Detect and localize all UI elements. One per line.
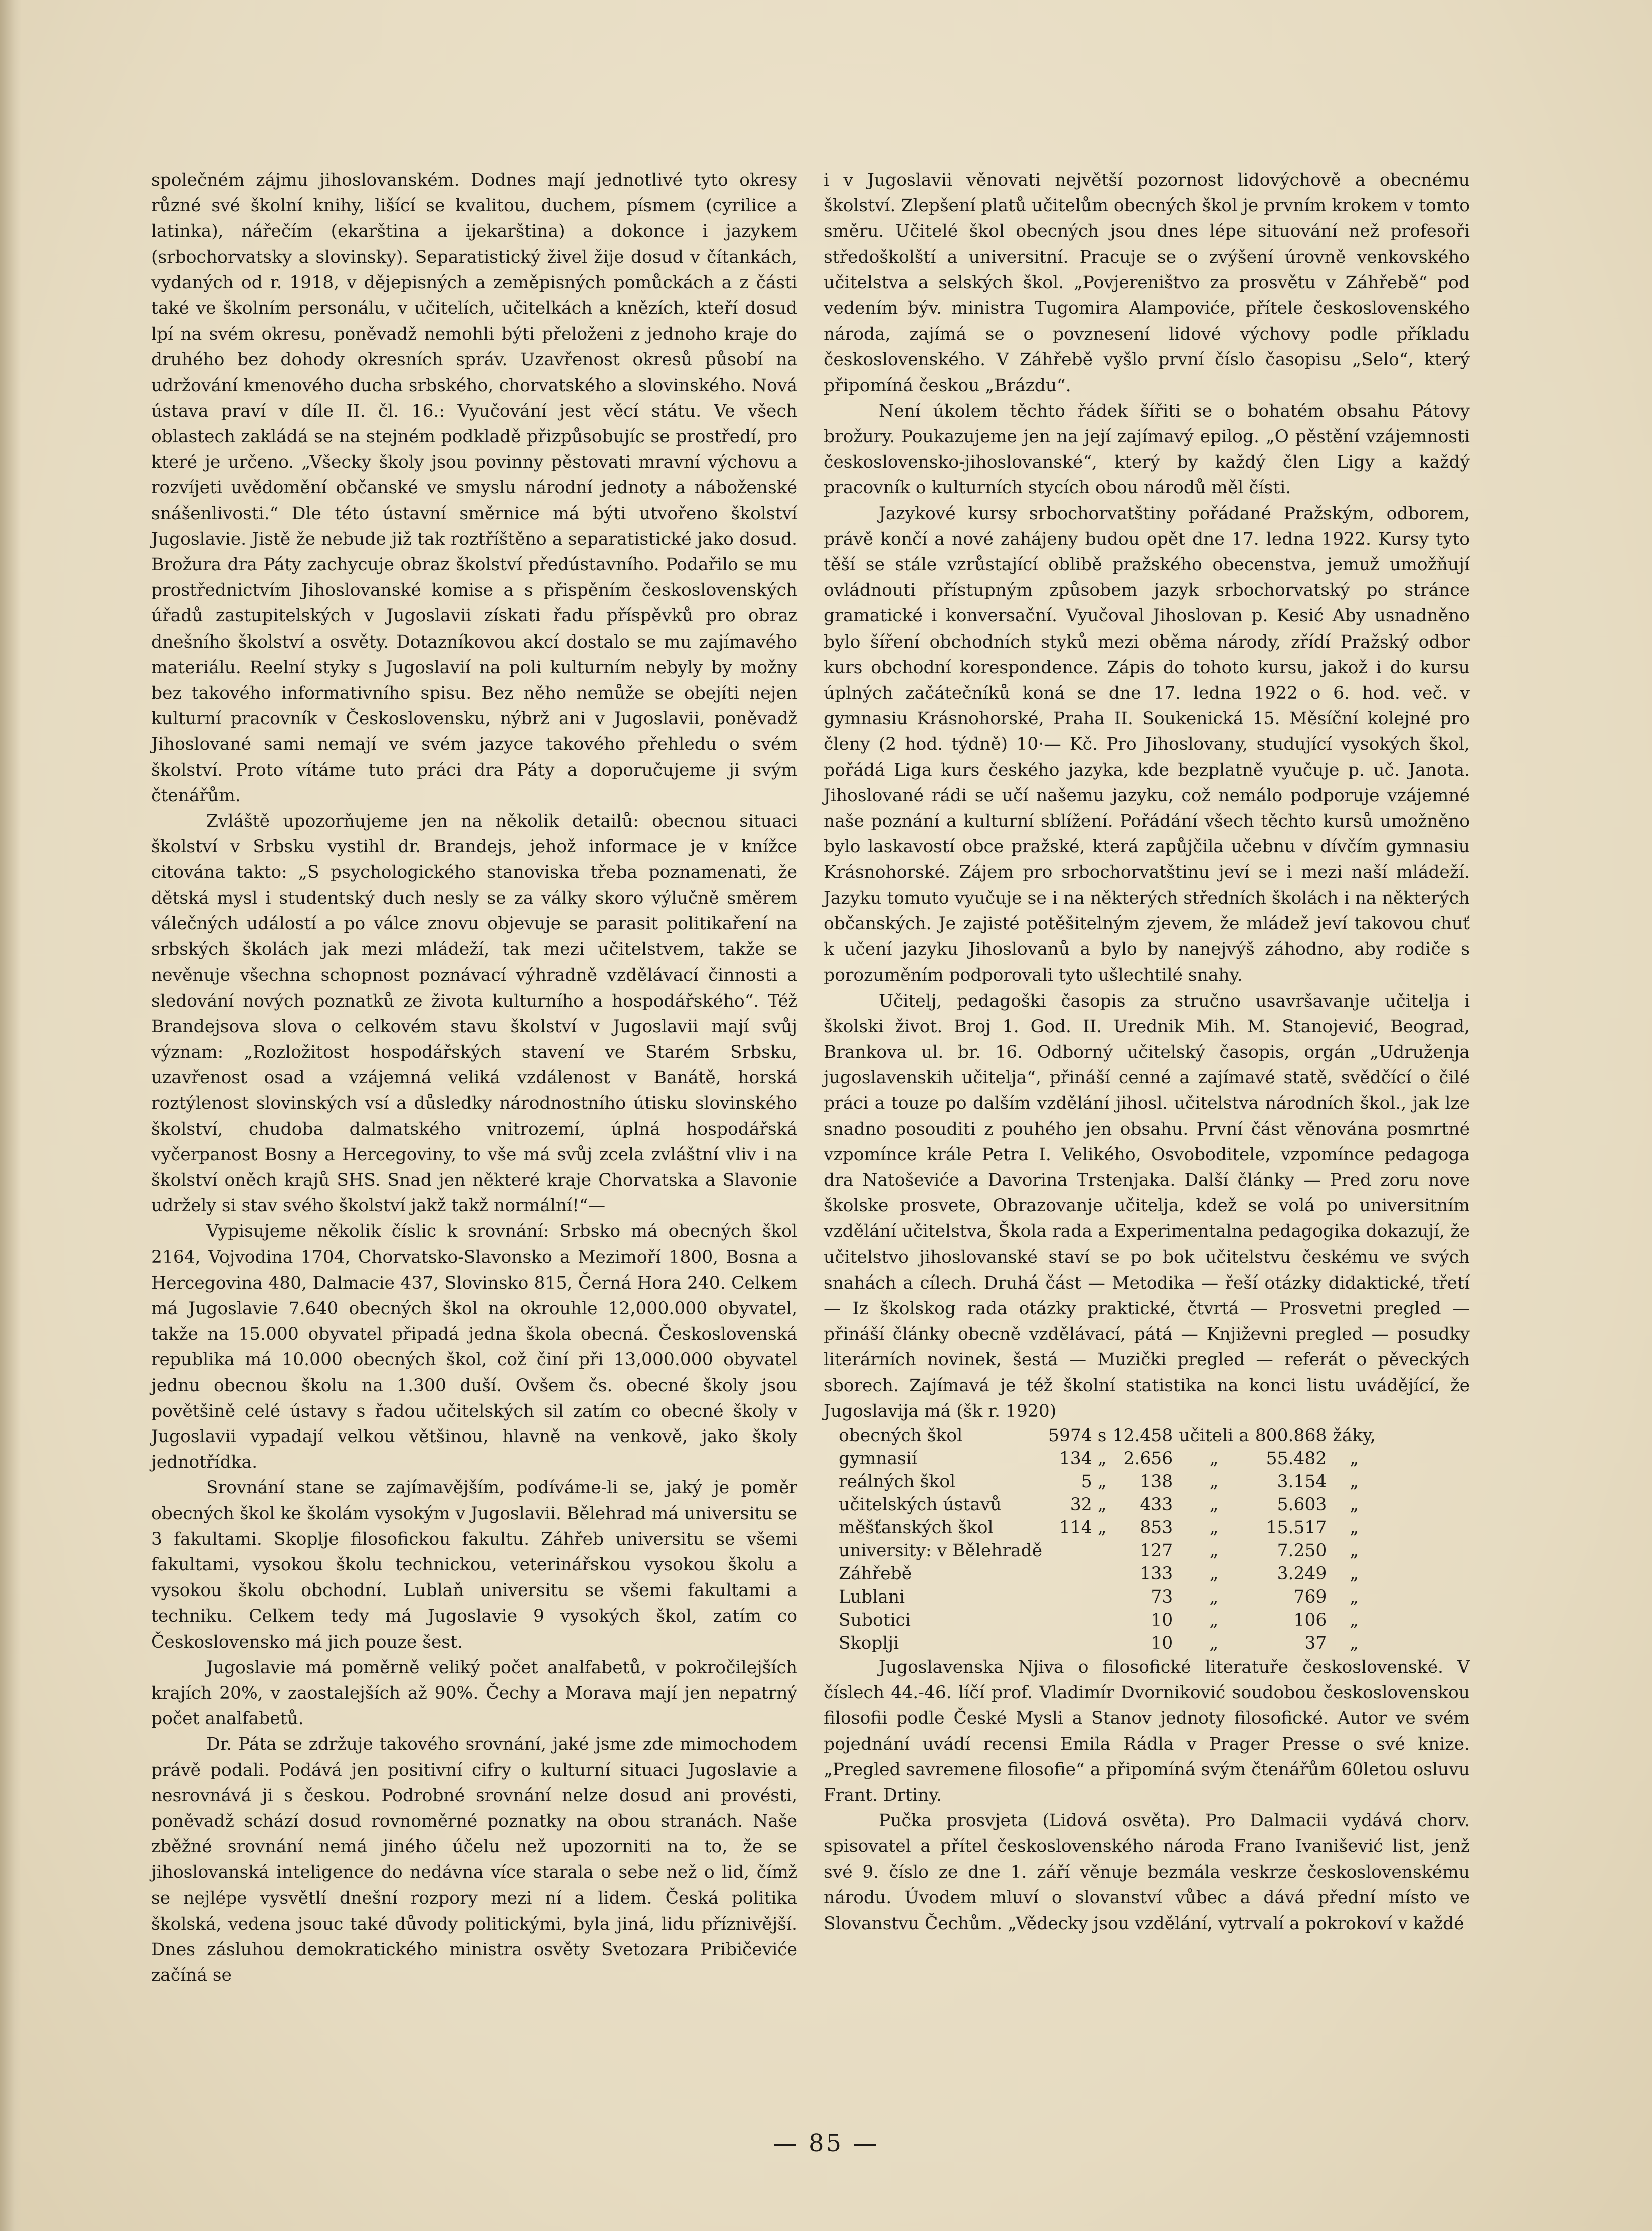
statistics-pupils: 5.603 bbox=[1277, 1494, 1327, 1515]
paragraph-brochure-epilog: Není úkolem těchto řádek šířiti se o bohatém obsahu Pátovy brožury. Poukazujeme jen na její zajímavý epilog. „O pěstění vzájemnosti československo-jihoslovanské“, který by každý člen Ligy a každý pracovník o kulturních stycích obou národů měl čísti. bbox=[824, 401, 1470, 498]
paragraph-dr-pata: Dr. Páta se zdržuje takového srovnání, jaké jsme zde mimochodem právě podali. Podává jen positivní cifry o kulturní situaci Jugoslavie a nesrovnává ji s českou. Podrobné srovnání nelze dosud ani provésti, poněvadž schází dosud rovnoměrné poznatky na obou stranách. Naše zběžné srovnání nemá jiného účelu než upozorniti na to, že se jihoslovanská inteligence do nedávna více starala o sebe než o lid, čímž se nejlépe vysvětlí dnešní rozpory mezi ní a lidem. Česká politika školská, vedena jsouc také důvody politickými, byla jiná, lidu příznivější. Dnes zásluhou demokratického ministra osvěty Svetozara Pribičeviće začíná se bbox=[151, 1734, 797, 1986]
paragraph-school-districts: společném zájmu jihoslovanském. Dodnes mají jednotlivé tyto okresy různé své školní knihy, lišící se kvalitou, duchem, písmem (cyrilice a latinka), nářečím (ekarština a ijekarština) a dokonce i jazykem (srbochorvatsky a slovinsky). Separatistický živel žije dosud v čítankách, vydaných od r. 1918, v dějepisných a zeměpisných pomůckách a z části také ve školním personálu, v učitelích, učitelkách a knězích, kteří dosud lpí na svém okresu, poněvadž nemohli býti přeloženi z jednoho kraje do druhého bez dohody okresních správ. Uzavřenost okresů působí na udržování kmenového ducha srbského, chorvatského a slovinského. Nová ústava praví v díle II. čl. 16.: Vyučování jest věcí státu. Ve všech oblastech zakládá se na stejném podkladě přizpůsobujíc se prostředí, pro které je určeno. „Všecky školy jsou povinny pěstovati mravní výchovu a rozvíjeti uvědomění občanské ve smyslu národní jednoty a náboženské snášenlivosti.“ Dle této ústavní směrnice má býti utvořeno školství Jugoslavie. Jistě že nebude již tak roztříštěno a separatistické jako dosud. Brožura dra Páty zachycuje obraz školství předústavního. Podařilo se mu prostřednictvím Jihoslovanské komise a s přispěním československých úřadů zastupitelských v Jugoslavii získati řadu příspěvků pro obraz dnešního školství a osvěty. Dotazníkovou akcí dostalo se mu zajímavého materiálu. Reelní styky s Jugoslavií na poli kulturním nebyly by možny bez takového informativního spisu. Bez něho nemůže se obejíti nejen kulturní pracovník v Československu, nýbrž ani v Jugoslavii, poněvadž Jihoslované sami nemají ve svém jazyce takového přehledu o svém školství. Proto vítáme tuto práci dra Páty a doporučujeme ji svým čtenářům. bbox=[151, 170, 797, 806]
statistics-teachers: 12.458 bbox=[1112, 1425, 1173, 1446]
statistics-unit: učiteli a bbox=[1179, 1425, 1249, 1446]
statistics-pupils: 55.482 bbox=[1266, 1448, 1327, 1469]
statistics-unit: „ bbox=[1209, 1448, 1219, 1469]
paragraph-philosophy-literature: Jugoslavenska Njiva o filosofické literatuře československé. V číslech 44.-46. líčí prof. Vladimír Dvorniković soudobou československou filosofii podle České Mysli a Stanov jednoty filosofické. Autor ve svém pojednání uvádí recensi Emila Rádla v Prager Presse o své knize. „Pregled savremene filosofie“ a připomíná svým čtenářům 60letou osluvu Frant. Drtiny. bbox=[824, 1657, 1470, 1805]
statistics-teachers: 73 bbox=[1151, 1586, 1173, 1607]
statistics-row bbox=[839, 1609, 1382, 1632]
statistics-pupils: 15.517 bbox=[1266, 1517, 1327, 1538]
statistics-pupils: 800.868 bbox=[1255, 1425, 1327, 1446]
statistics-row bbox=[839, 1493, 1382, 1516]
statistics-unit: „ bbox=[1350, 1540, 1359, 1561]
statistics-row bbox=[839, 1585, 1382, 1609]
statistics-pupils: 769 bbox=[1293, 1586, 1327, 1607]
statistics-label: gymnasií bbox=[839, 1448, 917, 1469]
statistics-label: university: v Bělehradě bbox=[839, 1540, 1043, 1561]
statistics-schools: 5974 s bbox=[1048, 1425, 1107, 1446]
statistics-label: měšťanských škol bbox=[839, 1517, 994, 1538]
statistics-teachers: 138 bbox=[1140, 1471, 1173, 1492]
statistics-schools bbox=[1048, 1609, 1112, 1632]
statistics-schools: 114 „ bbox=[1059, 1517, 1107, 1538]
statistics-pupils: 106 bbox=[1293, 1610, 1327, 1630]
statistics-label: Záhřebě bbox=[839, 1563, 912, 1584]
statistics-pupils: 3.154 bbox=[1277, 1471, 1327, 1492]
statistics-unit: „ bbox=[1209, 1586, 1219, 1607]
paragraph-pucka-prosvjeta: Pučka prosvjeta (Lidová osvěta). Pro Dalmacii vydává chorv. spisovatel a přítel československého národa Frano Ivanišević list, jenž své 9. číslo ze dne 1. září věnuje bezmála veskrze československému národu. Úvodem mluví o slovanství vůbec a dává přední místo ve Slovanstvu Čechům. „Vědecky jsou vzdělání, vytrvalí a pokrokoví v každé bbox=[824, 1811, 1470, 1934]
statistics-label: reálných škol bbox=[839, 1471, 956, 1492]
statistics-unit: „ bbox=[1209, 1563, 1219, 1584]
page-binding-edge bbox=[0, 0, 21, 2231]
right-column bbox=[824, 168, 1470, 1937]
statistics-schools: 134 „ bbox=[1059, 1448, 1107, 1469]
statistics-teachers: 133 bbox=[1140, 1563, 1173, 1584]
statistics-teachers: 433 bbox=[1140, 1494, 1173, 1515]
statistics-unit: „ bbox=[1350, 1563, 1359, 1584]
left-column bbox=[151, 168, 797, 1988]
statistics-label: obecných škol bbox=[839, 1425, 963, 1446]
statistics-row bbox=[839, 1447, 1382, 1470]
statistics-schools: 32 „ bbox=[1070, 1494, 1107, 1515]
statistics-teachers: 10 bbox=[1151, 1633, 1173, 1653]
statistics-unit: „ bbox=[1209, 1471, 1219, 1492]
statistics-pupils: 37 bbox=[1304, 1633, 1327, 1653]
statistics-schools bbox=[1048, 1585, 1112, 1609]
statistics-unit: „ bbox=[1350, 1494, 1359, 1515]
paragraph-illiteracy: Jugoslavie má poměrně veliký počet analfabetů, v pokročilejších krajích 20%, v zaostalejších až 90%. Čechy a Morava mají jen nepatrný počet analfabetů. bbox=[151, 1657, 797, 1729]
statistics-teachers: 10 bbox=[1151, 1610, 1173, 1630]
statistics-pupils: 7.250 bbox=[1277, 1540, 1327, 1561]
statistics-teachers: 127 bbox=[1140, 1540, 1173, 1561]
statistics-unit: „ bbox=[1209, 1610, 1219, 1630]
statistics-label: učitelských ústavů bbox=[839, 1494, 1002, 1515]
paragraph-folk-education: i v Jugoslavii věnovati největší pozornost lidovýchově a obecnému školství. Zlepšení platů učitelům obecných škol je prvním krokem v tomto směru. Učitelé škol obecných jsou dnes lépe situování než profesoři středoškolští a universitní. Pracuje se o zvýšení úrovně venkovského učitelstva a selských škol. „Povjereništvo za prosvětu v Záhřebě“ pod vedením býv. ministra Tugomira Alampoviće, přítele československého národa, zajímá se o povznesení lidové výchovy podle příkladu československého. V Záhřebě vyšlo první číslo časopisu „Selo“, který připomíná českou „Brázdu“. bbox=[824, 170, 1470, 396]
statistics-label: Subotici bbox=[839, 1610, 911, 1630]
statistics-schools bbox=[1048, 1632, 1112, 1655]
statistics-label: Skoplji bbox=[839, 1633, 899, 1653]
paragraph-serbia-details: Zvláště upozorňujeme jen na několik detailů: obecnou situaci školství v Srbsku vystihl dr. Brandejs, jehož informace je v knížce citována takto: „S psychologického stanoviska třeba poznamenati, že dětská mysl i studentský duch nesly se za války skoro výlučně směrem válečných událostí a po válce znovu objevuje se parasit politikaření na srbských školách jak mezi mládeží, tak mezi učitelstvem, takže se nevěnuje všechna schopnost poznávací výhradně vzdělávací činnosti a sledování nových poznatků ze života kulturního a hospodářského“. Též Brandejsova slova o celkovém stavu školství v Jugoslavii mají svůj význam: „Rozložitost hospodářských stavení ve Starém Srbsku, uzavřenost osad a vzájemná veliká vzdálenost v Banátě, horská roztýlenost slovinských vsí a důsledky národnostního útisku slovinského školství, chudoba dalmatského vnitrozemí, úplná hospodářská vyčerpanost Bosny a Hercegoviny, to vše má svůj zcela zvláštní vliv i na školství oněch krajů SHS. Snad jen některé kraje Chorvatska a Slavonie udržely si stav svého školství jakž takž normální!“— bbox=[151, 811, 797, 1216]
statistics-row bbox=[839, 1470, 1382, 1493]
statistics-unit: „ bbox=[1350, 1517, 1359, 1538]
statistics-unit: „ bbox=[1350, 1586, 1359, 1607]
statistics-pupils: 3.249 bbox=[1277, 1563, 1327, 1584]
statistics-unit: „ bbox=[1350, 1610, 1359, 1630]
statistics-unit: „ bbox=[1350, 1471, 1359, 1492]
statistics-schools: 5 „ bbox=[1081, 1471, 1107, 1492]
statistics-row bbox=[839, 1424, 1382, 1447]
statistics-label: Lublani bbox=[839, 1586, 905, 1607]
statistics-row bbox=[839, 1539, 1382, 1562]
statistics-unit: „ bbox=[1350, 1448, 1359, 1469]
statistics-teachers: 853 bbox=[1140, 1517, 1173, 1538]
statistics-row bbox=[839, 1516, 1382, 1539]
statistics-row bbox=[839, 1562, 1382, 1585]
statistics-unit: „ bbox=[1209, 1494, 1219, 1515]
statistics-unit: „ bbox=[1209, 1540, 1219, 1561]
paragraph-universities: Srovnání stane se zajímavějším, podíváme-li se, jaký je poměr obecných škol ke školám vysokým v Jugoslavii. Bělehrad má universitu se 3 fakultami. Skoplje filosofickou fakultu. Záhřeb universitu se všemi fakultami, vysokou školu technickou, veterinářskou vysokou školu a vysokou školu obchodní. Lublaň universitu se všemi fakultami a techniku. Celkem tedy má Jugoslavie 9 vysokých škol, zatím co Československo má jich pouze šest. bbox=[151, 1478, 797, 1652]
statistics-unit: žáky, bbox=[1333, 1425, 1376, 1446]
page-number: — 85 — bbox=[773, 2129, 879, 2157]
statistics-row bbox=[839, 1632, 1382, 1655]
paragraph-language-courses: Jazykové kursy srbochorvatštiny pořádané Pražským, odborem, právě končí a nové zahájeny budou opět dne 17. ledna 1922. Kursy tyto těší se stále vzrůstající oblibě pražského obecenstva, jemuž umožňují ovládnouti přístupným způsobem jazyk srbochorvatský po stránce gramatické i konversační. Vyučoval Jihoslovan p. Kesić Aby usnadněno bylo šíření obchodních styků mezi oběma národy, zřídí Pražský odbor kurs obchodní korespondence. Zápis do tohoto kursu, jakož i do kursu úplných začátečníků koná se dne 17. ledna 1922 o 6. hod. več. v gymnasiu Krásnohorské, Praha II. Soukenická 15. Měsíční kolejné pro členy (2 hod. týdně) 10·— Kč. Pro Jihoslovany, studující vysokých škol, pořádá Liga kurs českého jazyka, kde bezplatně vyučuje p. uč. Janota. Jihoslované rádi se učí našemu jazyku, což nemálo podporuje vzájemné naše poznání a kulturní sblížení. Pořádání všech těchto kursů umožněno bylo laskavostí obce pražské, která zapůjčila učebnu v dívčím gymnasiu Krásnohorské. Zájem pro srbochorvatštinu jeví se i mezi naší mládeží. Jazyku tomuto vyučuje se i na některých středních školách i na některých občanských. Je zajisté potěšitelným zjevem, že mládež jeví takovou chuť k učení jazyku Jihoslovanů a bylo by nanejvýš záhodno, aby rodiče s porozuměním podporovali tyto ušlechtilé snahy. bbox=[824, 503, 1470, 986]
statistics-teachers: 2.656 bbox=[1123, 1448, 1173, 1469]
paragraph-ucitelj-journal: Učitelj, pedagoški časopis za stručno usavršavanje učitelja i školski život. Broj 1. God. II. Urednik Mih. M. Stanojević, Beograd, Brankova ul. br. 16. Odborný učitelský časopis, orgán „Udruženja jugoslavenskih učitelja“, přináší cenné a zajímavé statě, svědčící o čilé práci a touze po dalším vzdělání jihosl. učitelstva národních škol., jak lze snadno posouditi z pouhého jen obsahu. První část věnována posmrtné vzpomínce krále Petra I. Velikého, Osvoboditele, vzpomínce pedagoga dra Natoševiće a Davorina Trstenjaka. Další články — Pred zoru nove školske prosvete, Obrazovanje učitelja, kdež se volá po universitním vzdělání učitelstva, Škola rada a Experimentalna pedagogika dokazují, že učitelstvo jihoslovanské staví se po bok učitelstvu českému ve svých snahách a cílech. Druhá část — Metodika — řeší otázky didaktické, třetí — Iz školskog rada otázky praktické, čtvrtá — Prosvetni pregled — přináší články obecně vzdělávací, pátá — Književni pregled — posudky literárních novinek, šestá — Muzički pregled — referát o pěveckých sborech. Zajímavá je též školní statistika na konci listu uvádějící, že Jugoslavija má (šk r. 1920) bbox=[824, 991, 1470, 1421]
statistics-unit: „ bbox=[1209, 1517, 1219, 1538]
statistics-schools bbox=[1048, 1539, 1112, 1562]
statistics-unit: „ bbox=[1350, 1633, 1359, 1653]
paragraph-numbers-comparison: Vypisujeme několik číslic k srovnání: Srbsko má obecných škol 2164, Vojvodina 1704, Chorvatsko-Slavonsko a Mezimoří 1800, Bosna a Hercegovina 480, Dalmacie 437, Slovinsko 815, Černá Hora 240. Celkem má Jugoslavie 7.640 obecných škol na okrouhle 12,000.000 obyvatel, takže na 15.000 obyvatel připadá jedna škola obecná. Československá republika má 10.000 obecných škol, což činí při 13,000.000 obyvatel jednu obecnou školu na 1.300 duší. Ovšem čs. obecné školy jsou povětšině celé ústavy s řadou učitelských sil zatím co obecné školy v Jugoslavii vypadají velkou většinou, hlavně na venkově, jako školy jednotřídka. bbox=[151, 1221, 797, 1473]
school-statistics-table bbox=[839, 1424, 1382, 1655]
statistics-schools bbox=[1048, 1562, 1112, 1585]
statistics-unit: „ bbox=[1209, 1633, 1219, 1653]
